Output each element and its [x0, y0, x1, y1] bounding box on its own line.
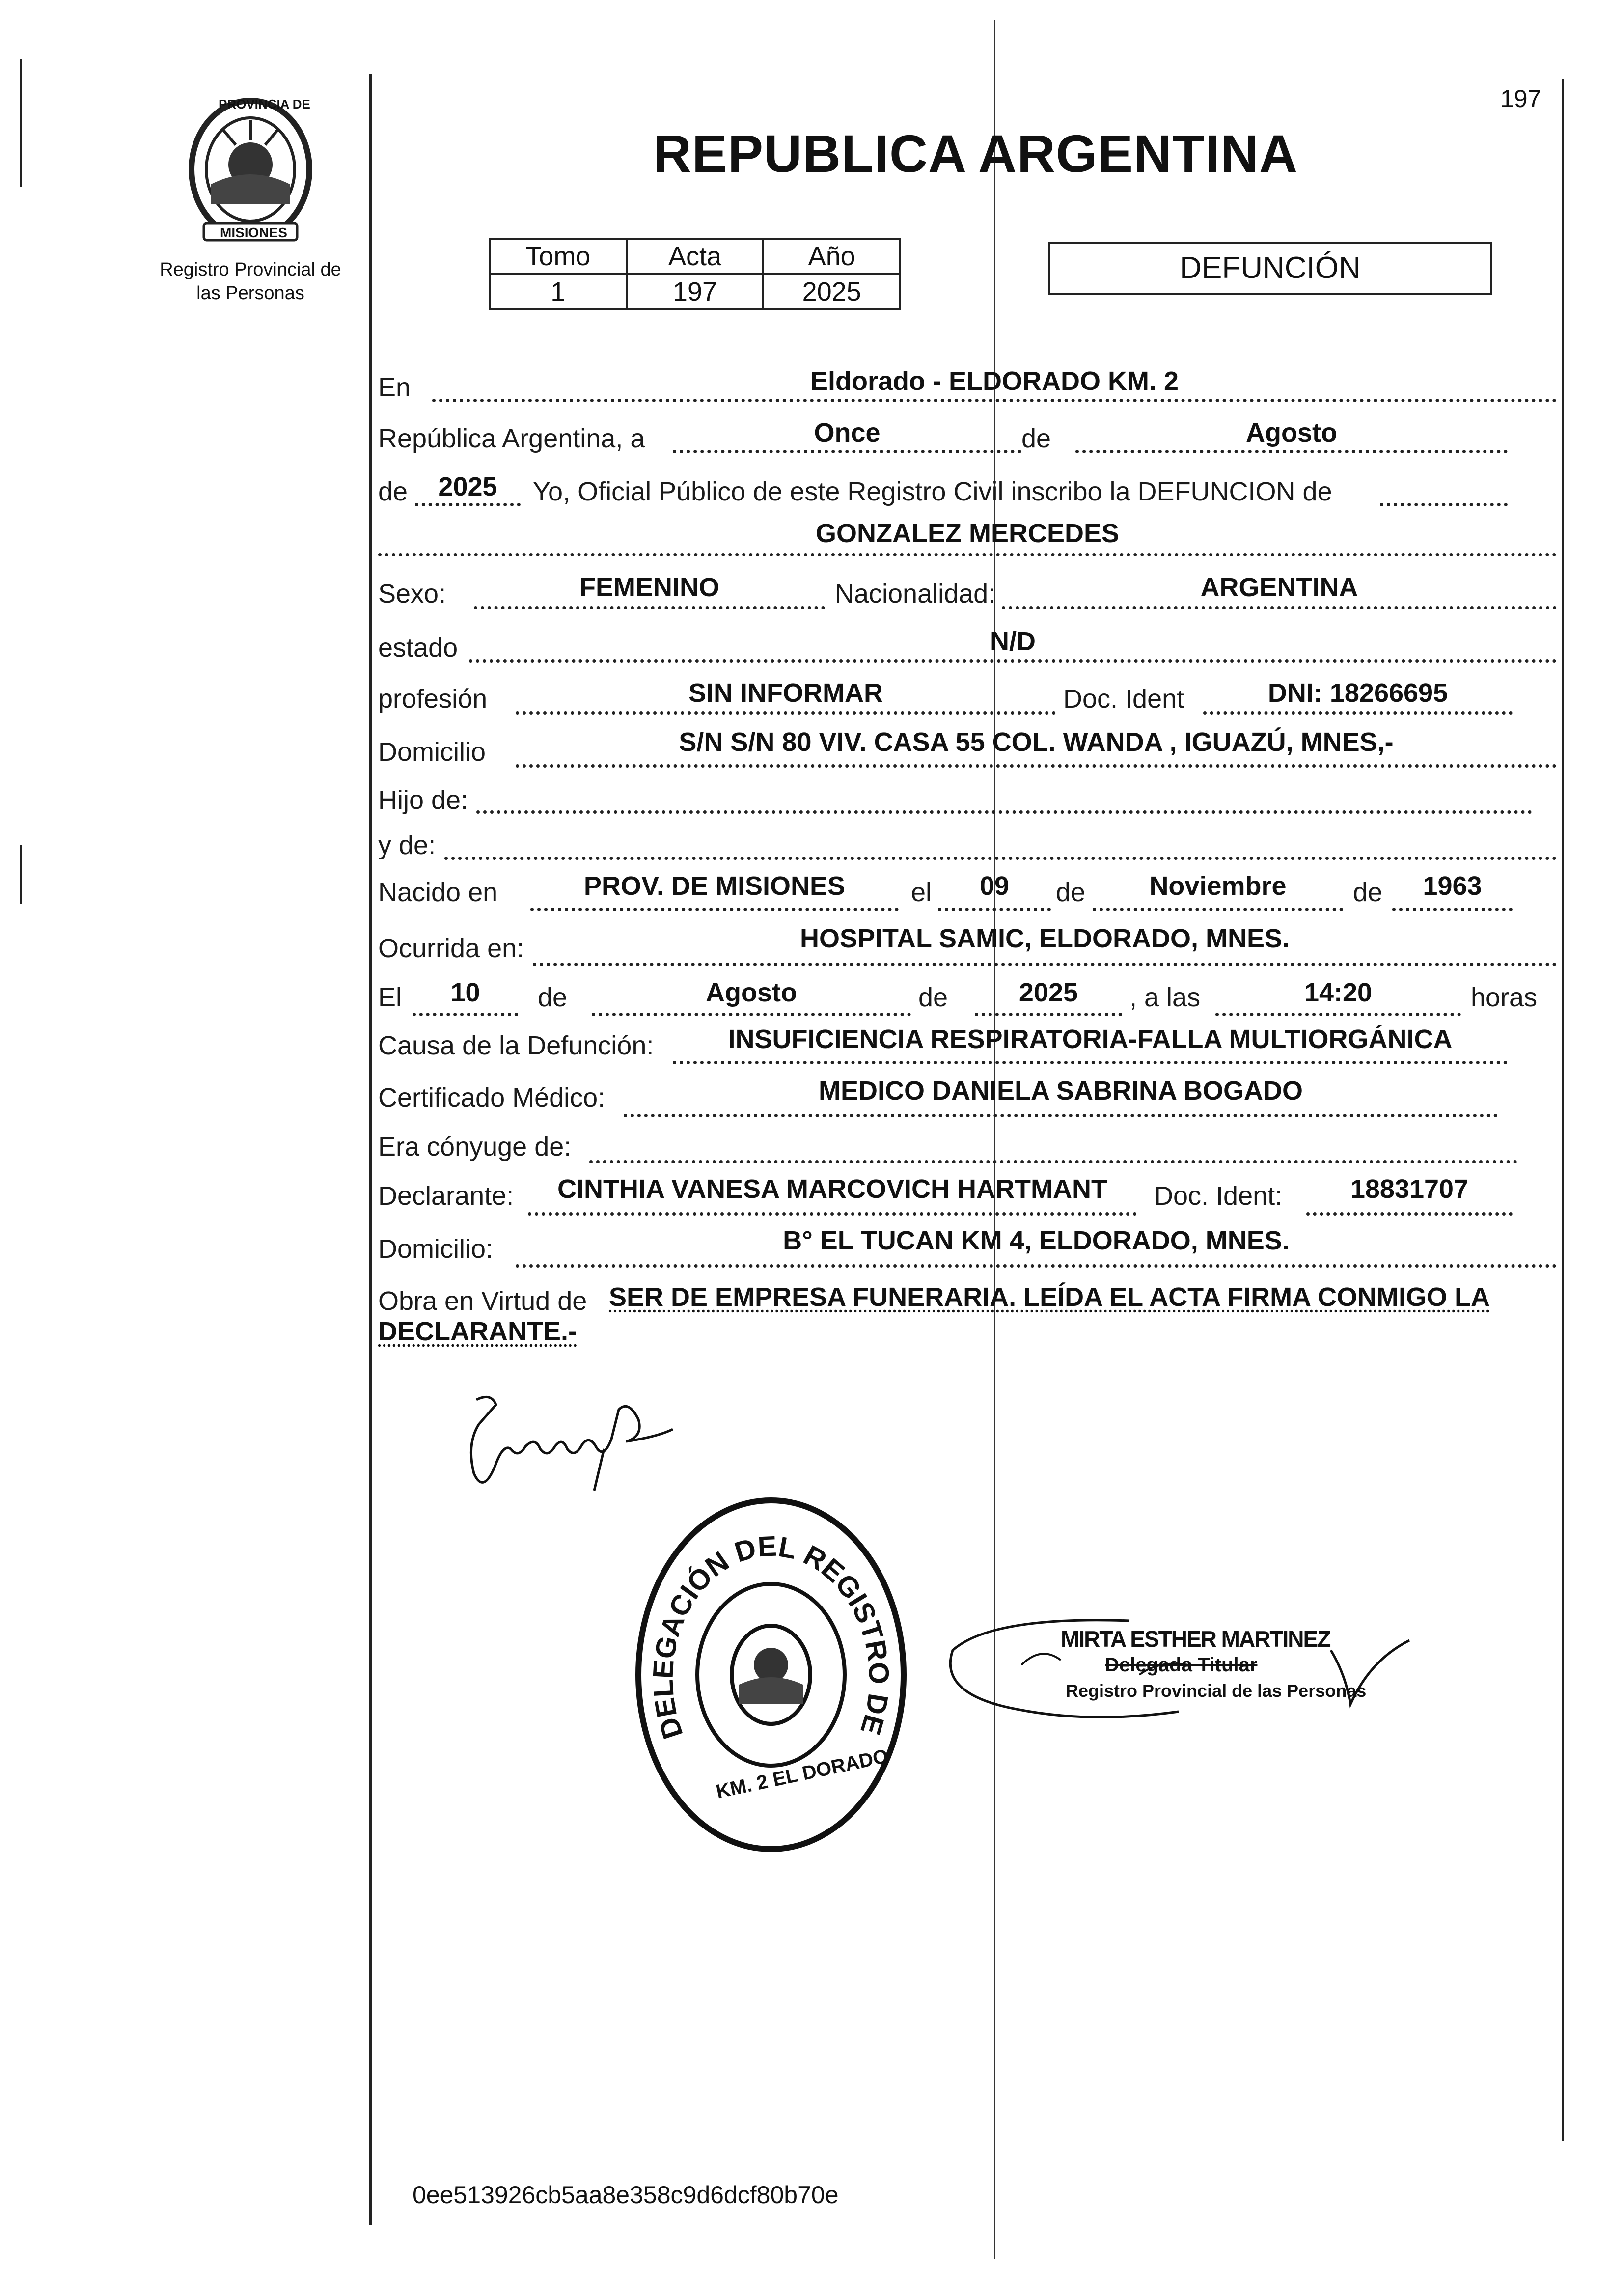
acta-header: Acta — [627, 239, 764, 274]
horas-label: horas — [1471, 983, 1538, 1012]
profesion-label: profesión — [378, 684, 488, 714]
declarante-label: Declarante: — [378, 1181, 514, 1211]
official-stamp — [943, 1596, 1414, 1734]
conyuge-label: Era cónyuge de: — [378, 1132, 572, 1162]
right-margin-line — [1562, 79, 1564, 2141]
record-table — [489, 238, 901, 310]
domicilio-line — [516, 764, 1557, 768]
nacionalidad-line — [1002, 606, 1557, 609]
province-logo — [177, 91, 324, 248]
causa-value: INSUFICIENCIA RESPIRATORIA-FALLA MULTIORGÁNICA — [728, 1025, 1453, 1054]
day-line — [673, 450, 1021, 453]
death-day-value: 10 — [450, 978, 480, 1007]
birth-month-line — [1093, 908, 1343, 911]
birth-year-value: 1963 — [1423, 871, 1482, 901]
birth-day-line — [938, 908, 1051, 911]
registry-caption — [152, 258, 349, 305]
death-month-value: Agosto — [706, 978, 797, 1007]
de-label-2: de — [1056, 878, 1086, 907]
en-label: En — [378, 373, 411, 402]
obra-label: Obra en Virtud de — [378, 1286, 587, 1316]
death-year-line — [975, 1013, 1122, 1016]
record-type-box: DEFUNCIÓN — [1048, 242, 1492, 295]
causa-line — [673, 1061, 1508, 1064]
estado-value: N/D — [990, 627, 1036, 656]
official-name: MIRTA ESTHER MARTINEZ — [1061, 1626, 1330, 1652]
de-label-3: de — [1353, 878, 1383, 907]
official-seal — [629, 1488, 913, 1861]
year-prefix-label: de — [378, 477, 408, 506]
place-value: Eldorado - ELDORADO KM. 2 — [810, 366, 1179, 396]
ocurrida-line — [533, 963, 1557, 966]
domicilio2-value: B° EL TUCAN KM 4, ELDORADO, MNES. — [783, 1226, 1290, 1255]
official-org: Registro Provincial de las Personas — [1066, 1681, 1367, 1701]
fold-line — [994, 20, 995, 2259]
domicilio-value: S/N S/N 80 VIV. CASA 55 COL. WANDA , IGUAZÚ, MNES,- — [679, 727, 1394, 757]
death-year-value: 2025 — [1018, 978, 1078, 1007]
ocurrida-value: HOSPITAL SAMIC, ELDORADO, MNES. — [799, 924, 1290, 953]
month-line — [1075, 450, 1508, 453]
record-table-header-row — [490, 239, 900, 274]
yde-label: y de: — [378, 831, 436, 860]
estado-label: estado — [378, 633, 458, 663]
profesion-line — [516, 711, 1056, 715]
document-hash: 0ee513926cb5aa8e358c9d6dcf80b70e — [413, 2181, 839, 2209]
domicilio2-line — [516, 1264, 1557, 1268]
doc-ident-label: Doc. Ident: — [1154, 1181, 1283, 1211]
de-label-4: de — [538, 983, 568, 1012]
republica-label: República Argentina, a — [378, 424, 645, 453]
birth-year-line — [1392, 908, 1513, 911]
year-value: 2025 — [438, 472, 497, 501]
a-las-label: , a las — [1129, 983, 1201, 1012]
obra-line1-value: SER DE EMPRESA FUNERARIA. LEÍDA EL ACTA FIRMA CONMIGO LA — [609, 1282, 1490, 1312]
acta-value: 197 — [627, 274, 764, 309]
tomo-header: Tomo — [490, 239, 627, 274]
yde-line — [444, 857, 1557, 860]
registry-caption-line1: Registro Provincial de — [160, 259, 341, 280]
certificado-label: Certificado Médico: — [378, 1083, 606, 1112]
anio-value: 2025 — [763, 274, 900, 309]
place-line — [432, 399, 1557, 402]
certificado-value: MEDICO DANIELA SABRINA BOGADO — [818, 1076, 1303, 1106]
deceased-name-line — [378, 553, 1557, 556]
death-time-line — [1215, 1013, 1461, 1016]
anio-header: Año — [763, 239, 900, 274]
svg-text:DELEGACIÓN DEL REGISTRO DE LAS — [629, 1488, 895, 1748]
edge-mark-left — [20, 59, 22, 187]
estado-line — [469, 659, 1557, 663]
declarante-value: CINTHIA VANESA MARCOVICH HARTMANT — [557, 1174, 1107, 1204]
el-label-2: El — [378, 983, 402, 1012]
death-month-line — [592, 1013, 911, 1016]
page-number: 197 — [1500, 85, 1541, 112]
certificado-line — [624, 1114, 1498, 1117]
day-words-value: Once — [814, 418, 881, 447]
de-label: de — [1021, 424, 1051, 453]
document-title: REPUBLICA ARGENTINA — [653, 124, 1298, 183]
official-role: Delegada Titular — [1105, 1654, 1258, 1676]
sexo-label: Sexo: — [378, 579, 446, 609]
ocurrida-label: Ocurrida en: — [378, 934, 524, 963]
declarante-doc-line — [1306, 1212, 1513, 1216]
el-label: el — [911, 878, 932, 907]
declarante-doc-value: 18831707 — [1350, 1174, 1469, 1204]
doc-line — [1203, 711, 1513, 715]
deceased-name-value: GONZALEZ MERCEDES — [815, 519, 1120, 548]
seal-inner-text: KM. 2 EL DORADO — [714, 1745, 890, 1803]
nacido-line — [530, 908, 899, 911]
doc-label: Doc. Ident — [1063, 684, 1184, 714]
obra-line2-value: DECLARANTE.- — [378, 1317, 577, 1346]
sexo-value: FEMENINO — [579, 573, 719, 602]
left-margin-line — [369, 74, 372, 2225]
statement-text: Yo, Oficial Público de este Registro Civil inscribo la DEFUNCION de — [533, 477, 1332, 506]
hijo-line — [476, 810, 1532, 814]
birth-day-value: 09 — [979, 871, 1010, 901]
birth-month-value: Noviembre — [1149, 871, 1287, 901]
record-table-value-row — [490, 274, 900, 309]
domicilio-label: Domicilio — [378, 737, 486, 767]
year-line — [415, 503, 521, 506]
doc-value: DNI: 18266695 — [1267, 678, 1448, 708]
declarante-line — [528, 1212, 1137, 1216]
statement-line — [1380, 503, 1508, 506]
causa-label: Causa de la Defunción: — [378, 1031, 654, 1060]
month-value: Agosto — [1246, 418, 1337, 447]
tomo-value: 1 — [490, 274, 627, 309]
logo-bottom-text: MISIONES — [220, 225, 287, 240]
domicilio2-label: Domicilio: — [378, 1234, 494, 1264]
declarant-signature — [457, 1390, 688, 1503]
nacido-label: Nacido en — [378, 878, 498, 907]
logo-top-text: PROVINCIA DE — [219, 97, 310, 111]
nacido-value: PROV. DE MISIONES — [583, 871, 846, 901]
nacionalidad-label: Nacionalidad: — [835, 579, 996, 609]
conyuge-line — [589, 1160, 1517, 1163]
death-day-line — [413, 1013, 518, 1016]
registry-caption-line2: las Personas — [196, 283, 304, 304]
de-label-5: de — [918, 983, 948, 1012]
hijo-label: Hijo de: — [378, 785, 468, 815]
nacionalidad-value: ARGENTINA — [1200, 573, 1358, 602]
edge-mark-left-2 — [20, 845, 22, 904]
profesion-value: SIN INFORMAR — [688, 678, 883, 708]
death-time-value: 14:20 — [1304, 978, 1373, 1007]
sexo-line — [474, 606, 825, 609]
seal-arc-text: DELEGACIÓN DEL REGISTRO DE — [647, 1530, 895, 1743]
